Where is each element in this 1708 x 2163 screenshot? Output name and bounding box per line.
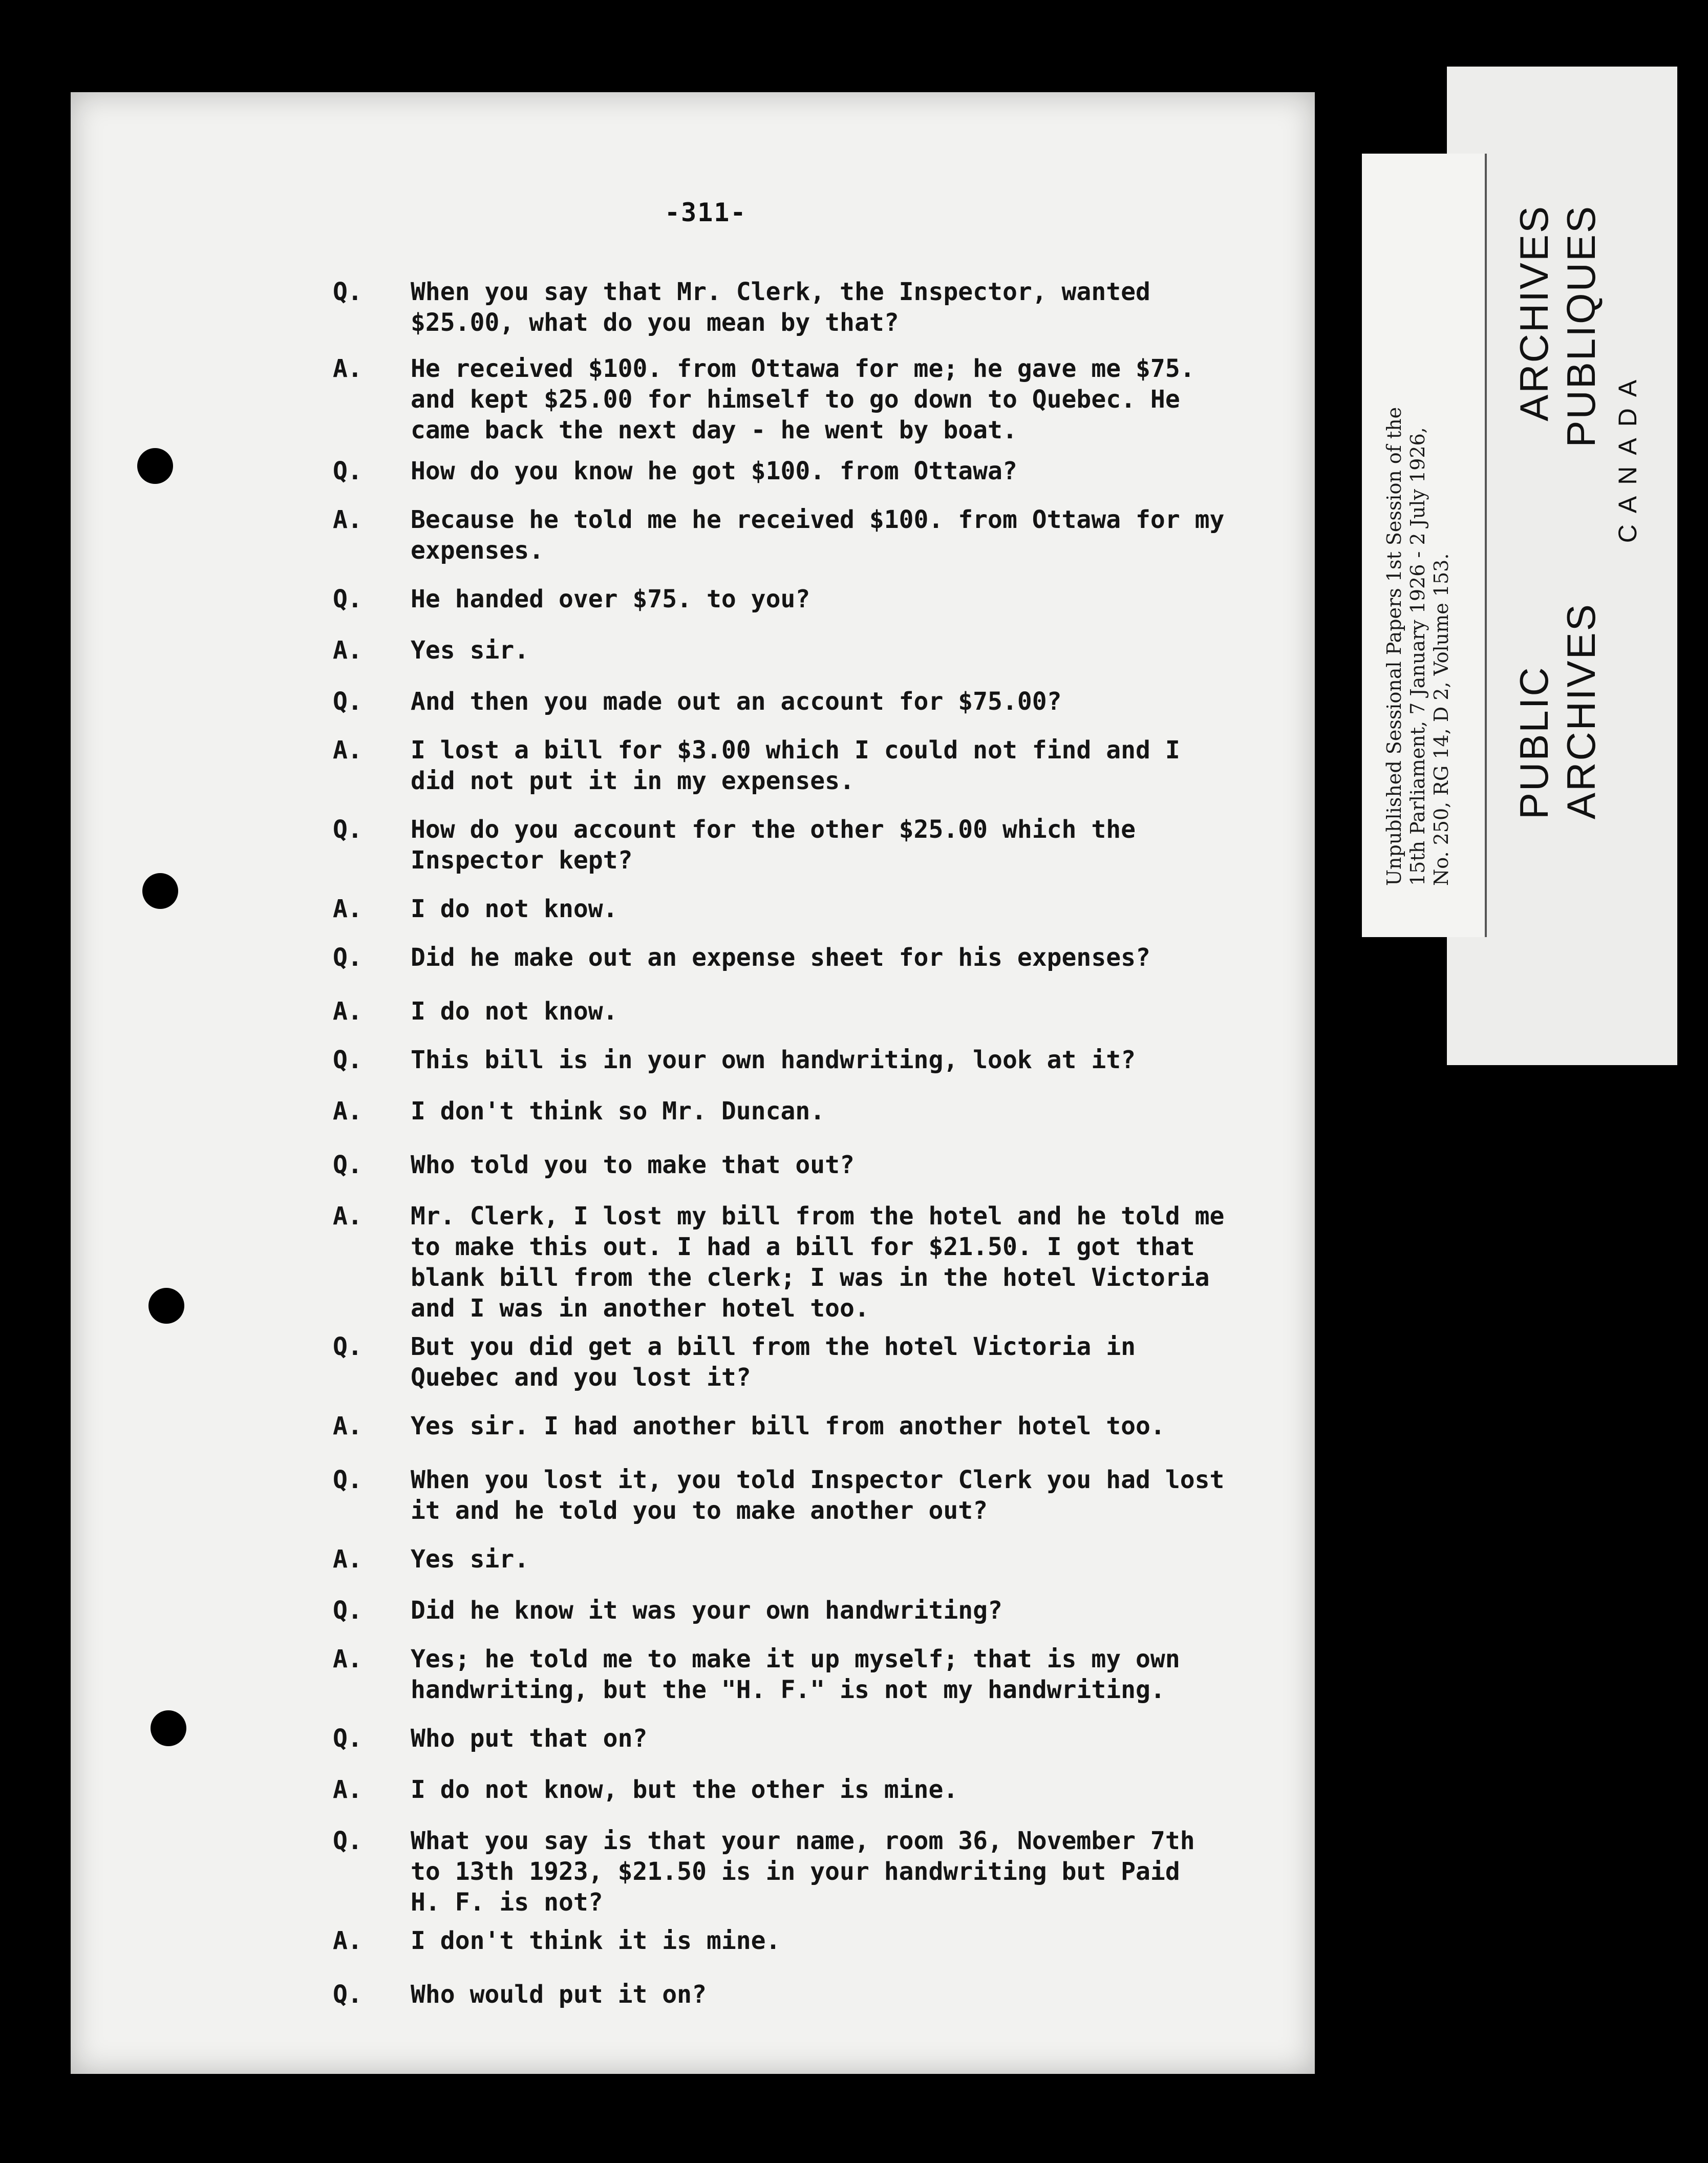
entry-text: When you lost it, you told Inspector Clerk you had lost it and he told you to make another out? xyxy=(411,1466,1225,1525)
typed-transcript-page xyxy=(71,92,1315,2074)
speaker-label: A. xyxy=(333,1202,362,1231)
punch-hole xyxy=(148,1288,184,1324)
entry-text: He handed over $75. to you? xyxy=(411,585,810,613)
speaker-label: A. xyxy=(333,505,362,534)
canada-word: CANADA xyxy=(1613,368,1642,543)
speaker-label: A. xyxy=(333,636,362,665)
entry-text: How do you account for the other $25.00 which the Inspector kept? xyxy=(411,815,1136,875)
punch-hole xyxy=(151,1710,186,1746)
speaker-label: A. xyxy=(333,1097,362,1126)
speaker-label: A. xyxy=(333,1926,362,1955)
entry-text: He received $100. from Ottawa for me; he gave me $75. and kept $25.00 for himself to go down to Quebec. He came back the next day - he went by boat. xyxy=(411,354,1195,444)
speaker-label: A. xyxy=(333,354,362,383)
entry-text: This bill is in your own handwriting, look at it? xyxy=(411,1046,1136,1074)
speaker-label: Q. xyxy=(333,1596,362,1625)
punch-hole xyxy=(142,873,178,909)
archives-fr-word: ARCHIVES xyxy=(1558,603,1604,819)
speaker-label: Q. xyxy=(333,278,362,306)
speaker-label: Q. xyxy=(333,1724,362,1753)
entry-text: I do not know. xyxy=(411,997,618,1026)
entry-text: I do not know. xyxy=(411,895,618,923)
notice-line-1: Unpublished Sessional Papers 1st Session of the xyxy=(1383,407,1405,886)
speaker-label: A. xyxy=(333,997,362,1026)
entry-text: Yes; he told me to make it up myself; that is my own handwriting, but the "H. F." is not my handwriting. xyxy=(411,1645,1180,1704)
entry-text: Yes sir. I had another bill from another hotel too. xyxy=(411,1412,1165,1440)
archive-notice xyxy=(1382,205,1453,886)
speaker-label: Q. xyxy=(333,1046,362,1074)
speaker-label: Q. xyxy=(333,585,362,613)
speaker-label: A. xyxy=(333,1645,362,1673)
entry-text: What you say is that your name, room 36, November 7th to 13th 1923, $21.50 is in your handwriting but Paid H. F. is not? xyxy=(411,1827,1195,1917)
speaker-label: Q. xyxy=(333,1827,362,1855)
entry-text: But you did get a bill from the hotel Victoria in Quebec and you lost it? xyxy=(411,1332,1136,1392)
speaker-label: Q. xyxy=(333,815,362,844)
entry-text: Who put that on? xyxy=(411,1724,648,1753)
entry-text: Mr. Clerk, I lost my bill from the hotel and he told me to make this out. I had a bill for $21.50. I got that blank bill from the clerk; I was in the hotel Victoria and I was in another hotel too. xyxy=(411,1202,1225,1323)
punch-hole xyxy=(137,448,173,484)
speaker-label: A. xyxy=(333,1412,362,1440)
publiques-word: PUBLIQUES xyxy=(1558,205,1604,448)
entry-text: Yes sir. xyxy=(411,1545,529,1574)
page-number: -311- xyxy=(665,198,747,227)
entry-text: Did he know it was your own handwriting? xyxy=(411,1596,1002,1625)
entry-text: How do you know he got $100. from Ottawa? xyxy=(411,457,1017,485)
entry-text: I lost a bill for $3.00 which I could not find and I did not put it in my expenses. xyxy=(411,736,1180,795)
entry-text: I do not know, but the other is mine. xyxy=(411,1775,958,1804)
archives-word: ARCHIVES xyxy=(1511,205,1556,421)
archives-row-english xyxy=(1510,205,1557,819)
speaker-label: Q. xyxy=(333,457,362,485)
archives-stamp xyxy=(1510,205,1646,819)
speaker-label: Q. xyxy=(333,943,362,972)
speaker-label: A. xyxy=(333,895,362,923)
notice-line-3: No. 250, RG 14, D 2, Volume 153. xyxy=(1430,553,1453,886)
entry-text: And then you made out an account for $75.00? xyxy=(411,687,1062,716)
archives-row-french xyxy=(1557,205,1605,819)
speaker-label: A. xyxy=(333,1545,362,1574)
entry-text: Yes sir. xyxy=(411,636,529,665)
entry-text: Who told you to make that out? xyxy=(411,1151,855,1179)
entry-text: Did he make out an expense sheet for his expenses? xyxy=(411,943,1150,972)
entry-text: When you say that Mr. Clerk, the Inspector, wanted $25.00, what do you mean by that? xyxy=(411,278,1150,337)
entry-text: Who would put it on? xyxy=(411,1980,707,2009)
entry-text: Because he told me he received $100. from Ottawa for my expenses. xyxy=(411,505,1225,565)
entry-text: I don't think it is mine. xyxy=(411,1926,781,1955)
notice-line-2: 15th Parliament, 7 January 1926 - 2 July 1926, xyxy=(1406,427,1429,886)
public-word: PUBLIC xyxy=(1511,666,1556,819)
speaker-label: Q. xyxy=(333,1332,362,1361)
speaker-label: Q. xyxy=(333,1151,362,1179)
speaker-label: Q. xyxy=(333,1466,362,1494)
speaker-label: Q. xyxy=(333,687,362,716)
entry-text: I don't think so Mr. Duncan. xyxy=(411,1097,825,1126)
speaker-label: A. xyxy=(333,1775,362,1804)
speaker-label: Q. xyxy=(333,1980,362,2009)
speaker-label: A. xyxy=(333,736,362,765)
